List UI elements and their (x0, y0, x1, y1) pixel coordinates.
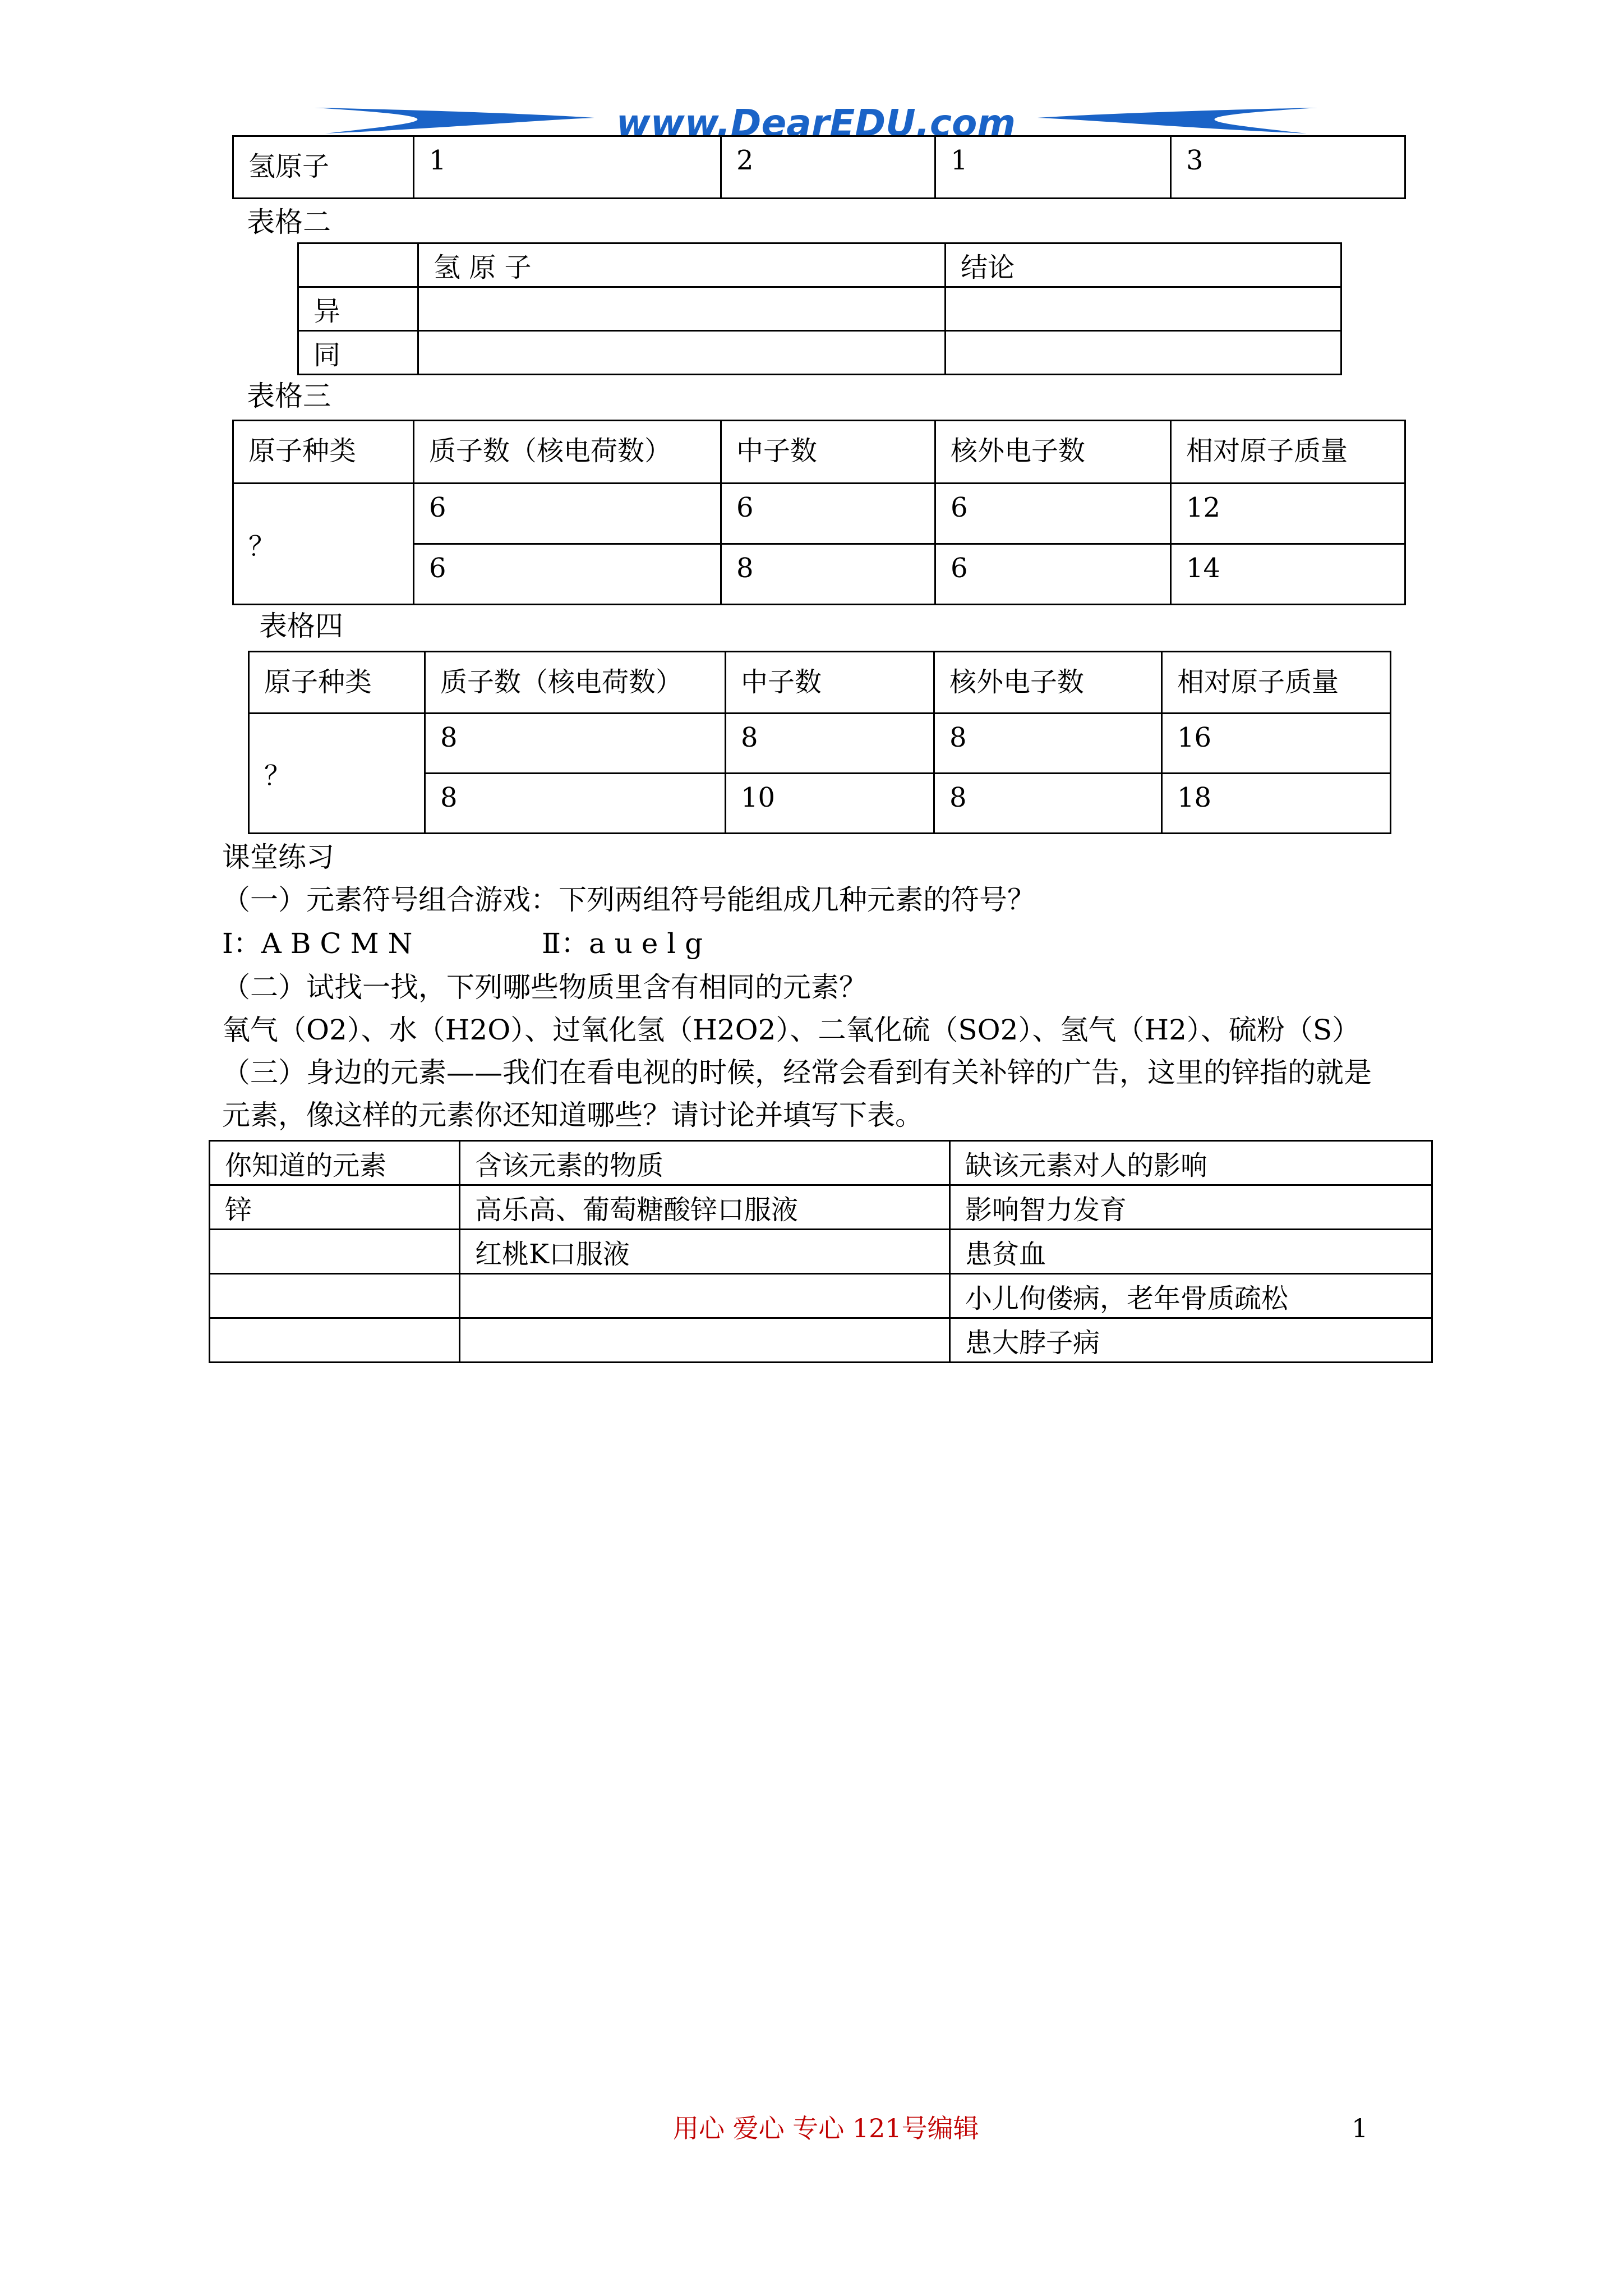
table-cell: 8 (726, 714, 934, 774)
table-cell (210, 1318, 460, 1363)
table-header-cell: 氢 原 子 (418, 243, 946, 287)
table-elements-in-life (209, 1140, 1433, 1363)
table-cell: 8 (934, 714, 1162, 774)
table-header-row (249, 652, 1391, 714)
table-header-cell: 原子种类 (249, 652, 425, 714)
table-header-cell: 缺该元素对人的影响 (950, 1141, 1432, 1185)
table-cell (210, 1274, 460, 1318)
table-cell (946, 331, 1341, 375)
practice-title: 课堂练习 (222, 841, 334, 873)
table-row (210, 1230, 1432, 1274)
table-cell (418, 331, 946, 375)
table-cell: 高乐高、葡萄糖酸锌口服液 (460, 1185, 950, 1230)
table-cell (210, 1230, 460, 1274)
table-cell: 红桃K口服液 (460, 1230, 950, 1274)
table-cell: 6 (721, 484, 935, 544)
table-cell: 1 (414, 136, 721, 199)
table-header-cell: 中子数 (721, 421, 935, 484)
table-header-row (210, 1141, 1432, 1185)
site-url: www.DearEDU.com (616, 102, 1016, 145)
practice-q1-group1: Ⅰ：A B C M N (222, 927, 413, 960)
practice-question-3-line2: 元素，像这样的元素你还知道哪些？请讨论并填写下表。 (222, 1099, 923, 1131)
table-header-row (233, 421, 1405, 484)
table-cell: 6 (414, 544, 721, 605)
table-cell: 8 (934, 774, 1162, 834)
table-cell: 8 (425, 774, 726, 834)
table-cell: 1 (935, 136, 1171, 199)
table-cell: 氢原子 (233, 136, 414, 199)
table-cell: 16 (1162, 714, 1391, 774)
table-cell (460, 1274, 950, 1318)
table-cell: 小儿佝偻病，老年骨质疏松 (950, 1274, 1432, 1318)
page-number: 1 (1352, 2113, 1368, 2143)
table-row (210, 1185, 1432, 1230)
table-header-cell: 你知道的元素 (210, 1141, 460, 1185)
practice-question-1: （一）元素符号组合游戏：下列两组符号能组成几种元素的符号？ (222, 884, 1035, 916)
table-cell (946, 287, 1341, 331)
table-row (210, 1274, 1432, 1318)
table-row (233, 136, 1405, 199)
table-cell: 锌 (210, 1185, 460, 1230)
table-header-cell: 相对原子质量 (1171, 421, 1405, 484)
table-header-cell: 核外电子数 (935, 421, 1171, 484)
table-header-cell: 质子数（核电荷数） (414, 421, 721, 484)
table-header-cell: 结论 (946, 243, 1341, 287)
table-row (298, 331, 1341, 375)
table-cell: 6 (935, 544, 1171, 605)
table-oxygen-atoms (248, 651, 1391, 834)
table-row (298, 287, 1341, 331)
table-compare-hydrogen (297, 242, 1342, 375)
table-header-cell: 质子数（核电荷数） (425, 652, 726, 714)
table3-caption: 表格三 (247, 380, 331, 412)
table-cell: 3 (1171, 136, 1405, 199)
table-header-cell: 相对原子质量 (1162, 652, 1391, 714)
table-row (249, 714, 1391, 774)
table-cell: 14 (1171, 544, 1405, 605)
table-cell: 8 (425, 714, 726, 774)
table-cell: 同 (298, 331, 418, 375)
table-cell: 6 (414, 484, 721, 544)
table-header-row (298, 243, 1341, 287)
table-header-cell: 中子数 (726, 652, 934, 714)
table-cell-atom-kind: ？ (249, 714, 425, 834)
table-header-cell (298, 243, 418, 287)
table-cell: 8 (721, 544, 935, 605)
table-cell-atom-kind: ？ (233, 484, 414, 605)
table-cell: 6 (935, 484, 1171, 544)
table-cell: 18 (1162, 774, 1391, 834)
practice-question-2: （二）试找一找，下列哪些物质里含有相同的元素？ (222, 971, 867, 1004)
table-cell (418, 287, 946, 331)
table-header-cell: 含该元素的物质 (460, 1141, 950, 1185)
table-cell (460, 1318, 950, 1363)
practice-q2-items: 氧气（O2）、水（H2O）、过氧化氢（H2O2）、二氧化硫（SO2）、氢气（H2）、硫粉（S） (222, 1014, 1361, 1046)
footer-text: 用心 爱心 专心 121号编辑 (673, 2113, 979, 2143)
table-carbon-atoms (232, 420, 1406, 605)
table-cell: 患大脖子病 (950, 1318, 1432, 1363)
table-row (210, 1318, 1432, 1363)
table-header-cell: 核外电子数 (934, 652, 1162, 714)
table-hydrogen-continued (232, 135, 1406, 199)
table-cell: 异 (298, 287, 418, 331)
table-cell: 12 (1171, 484, 1405, 544)
table-header-cell: 原子种类 (233, 421, 414, 484)
table2-caption: 表格二 (247, 206, 331, 238)
table-cell: 2 (721, 136, 935, 199)
table-cell: 10 (726, 774, 934, 834)
practice-question-3-line1: （三）身边的元素——我们在看电视的时候，经常会看到有关补锌的广告，这里的锌指的就是 (222, 1056, 1372, 1089)
table-row (233, 484, 1405, 544)
table4-caption: 表格四 (259, 610, 343, 642)
table-cell: 影响智力发育 (950, 1185, 1432, 1230)
practice-q1-group2: Ⅱ：a u e l g (542, 927, 703, 960)
table-cell: 患贫血 (950, 1230, 1432, 1274)
